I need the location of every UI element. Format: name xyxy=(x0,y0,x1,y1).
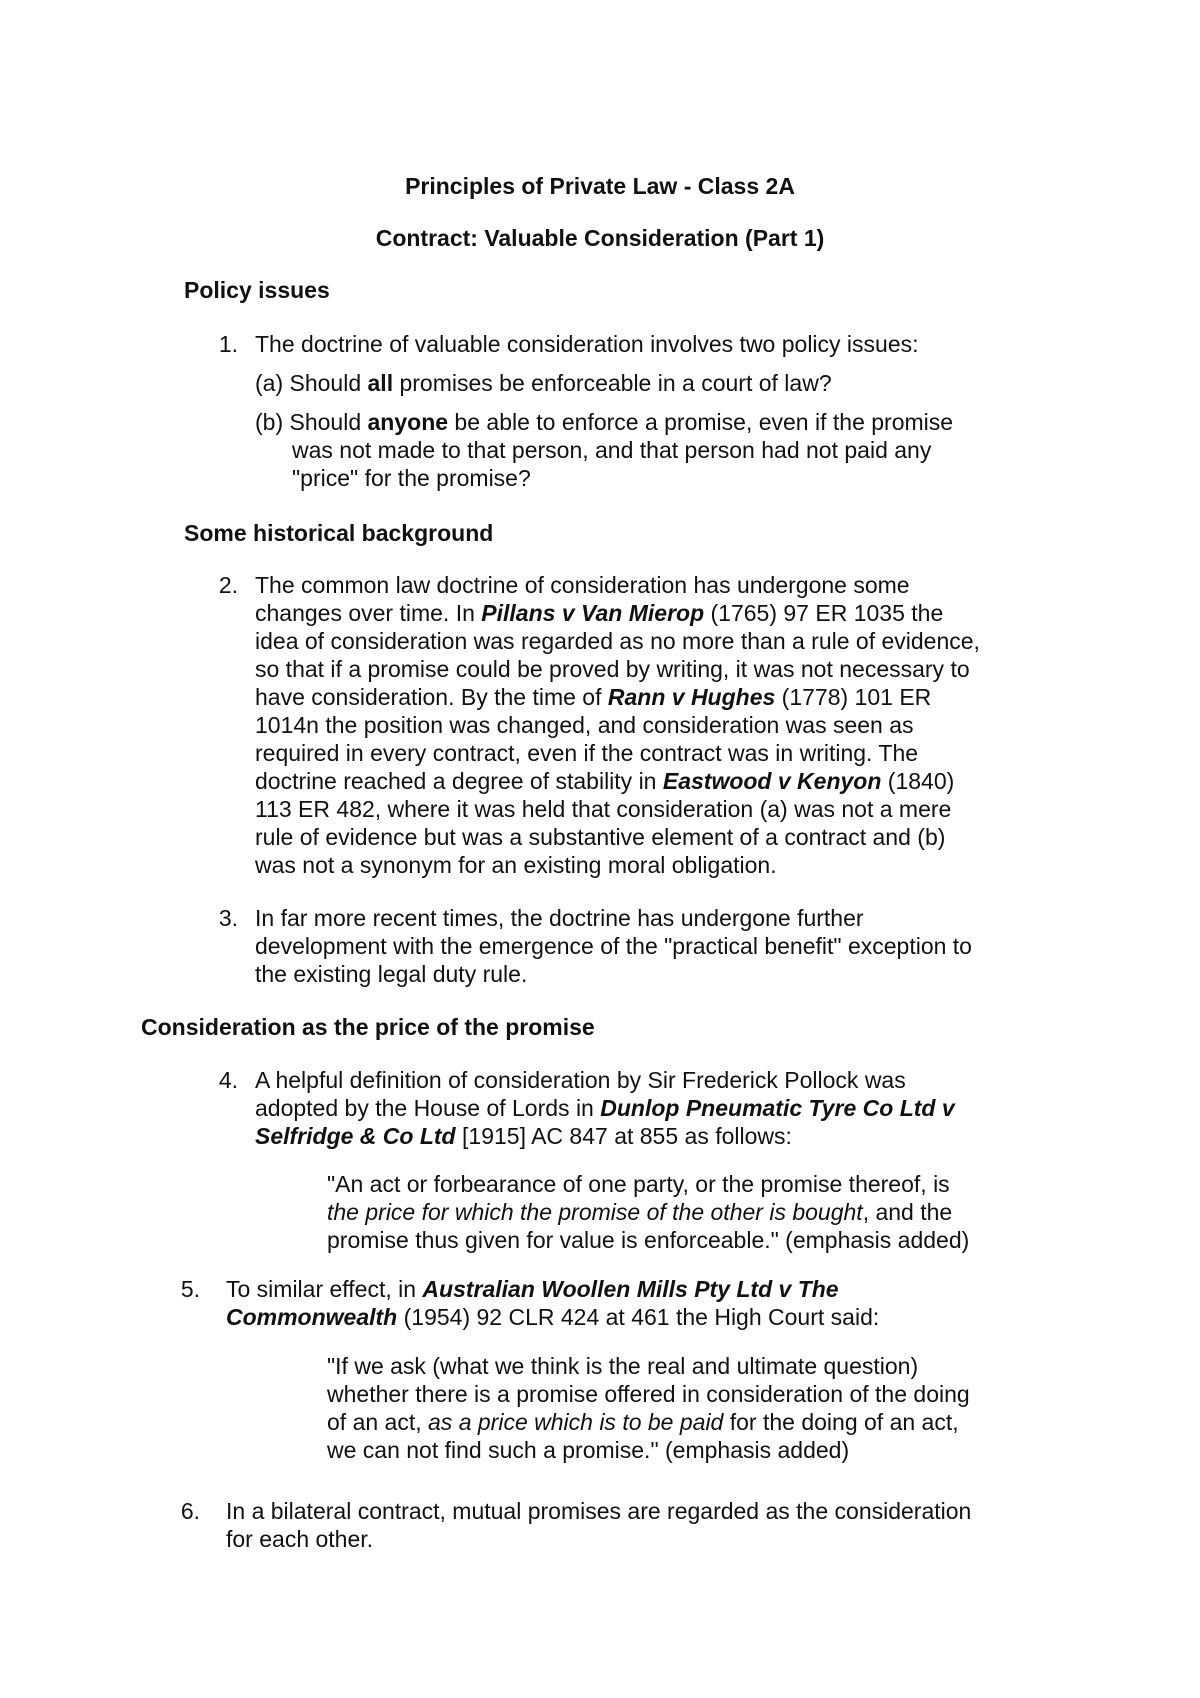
paragraph-number-2: 2. xyxy=(218,572,238,598)
document-title: Principles of Private Law - Class 2A xyxy=(405,173,795,199)
document-subtitle: Contract: Valuable Consideration (Part 1) xyxy=(375,225,825,251)
quote-pollock: "An act or forbearance of one party, or the promise thereof, is the price for which the promise of the other is bought, and the promise thus given for value is enforceable." (emphasis added) xyxy=(327,1171,970,1253)
paragraph-number-3: 3. xyxy=(218,905,238,931)
paragraph-number-4: 4. xyxy=(218,1067,238,1093)
paragraph-1-item-a: (a) Should all promises be enforceable in a court of law? xyxy=(255,370,832,396)
section-heading-policy-issues: Policy issues xyxy=(184,277,330,303)
section-heading-price-of-promise: Consideration as the price of the promise xyxy=(141,1014,595,1040)
paragraph-1-item-b: (b) Should anyone be able to enforce a promise, even if the promise was not made to that person, and that person had not paid any "price" for the promise? xyxy=(255,409,954,491)
case-name: Selfridge & Co Ltd xyxy=(255,1123,456,1149)
paragraph-number-6: 6. xyxy=(180,1498,200,1524)
case-name: Rann v Hughes xyxy=(607,684,776,710)
case-name: Australian Woollen Mills Pty Ltd v The xyxy=(422,1276,839,1302)
paragraph-2-text: The common law doctrine of consideration has undergone some changes over time. In Pillans v Van Mierop (1765) 97 ER 1035 the idea of consideration was regarded as no more than a rule of evidence, so that if a promise could be proved by writing, it was not necessary to have consideration. By the time of Rann v Hughes (1778) 101 ER 1014n the position was changed, and consideration was seen as required in every contract, even if the contract was in writing. The doctrine reached a degree of stability in Eastwood v Kenyon (1840) 113 ER 482, where it was held that consideration (a) was not a mere rule of evidence but was a substantive element of a contract and (b) was not a synonym for an existing moral obligation. xyxy=(255,572,980,878)
paragraph-5-text: To similar effect, in Australian Woollen Mills Pty Ltd v The Commonwealth (1954) 92 CLR 424 at 461 the High Court said: xyxy=(226,1276,880,1330)
paragraph-3-text: In far more recent times, the doctrine has undergone further development with the emergence of the "practical benefit" exception to the existing legal duty rule. xyxy=(255,905,972,987)
paragraph-4-text: A helpful definition of consideration by Sir Frederick Pollock was adopted by the House of Lords in Dunlop Pneumatic Tyre Co Ltd v Selfridge & Co Ltd [1915] AC 847 at 855 as follows: xyxy=(255,1067,955,1149)
case-name: Eastwood v Kenyon xyxy=(662,768,882,794)
case-name: Dunlop Pneumatic Tyre Co Ltd v xyxy=(600,1095,955,1121)
paragraph-number-1: 1. xyxy=(218,331,238,357)
paragraph-number-5: 5. xyxy=(180,1276,200,1302)
section-heading-historical-background: Some historical background xyxy=(184,520,494,546)
quote-high-court: "If we ask (what we think is the real and ultimate question) whether there is a promise offered in consideration of the doing of an act, as a price which is to be paid for the doing of an act, we can not find such a promise." (emphasis added) xyxy=(327,1353,970,1463)
paragraph-1-text: The doctrine of valuable consideration involves two policy issues: xyxy=(255,331,919,357)
paragraph-6-text: In a bilateral contract, mutual promises are regarded as the consideration for each other. xyxy=(226,1498,972,1552)
case-name: Pillans v Van Mierop xyxy=(481,600,705,626)
case-name: Commonwealth xyxy=(226,1304,398,1330)
